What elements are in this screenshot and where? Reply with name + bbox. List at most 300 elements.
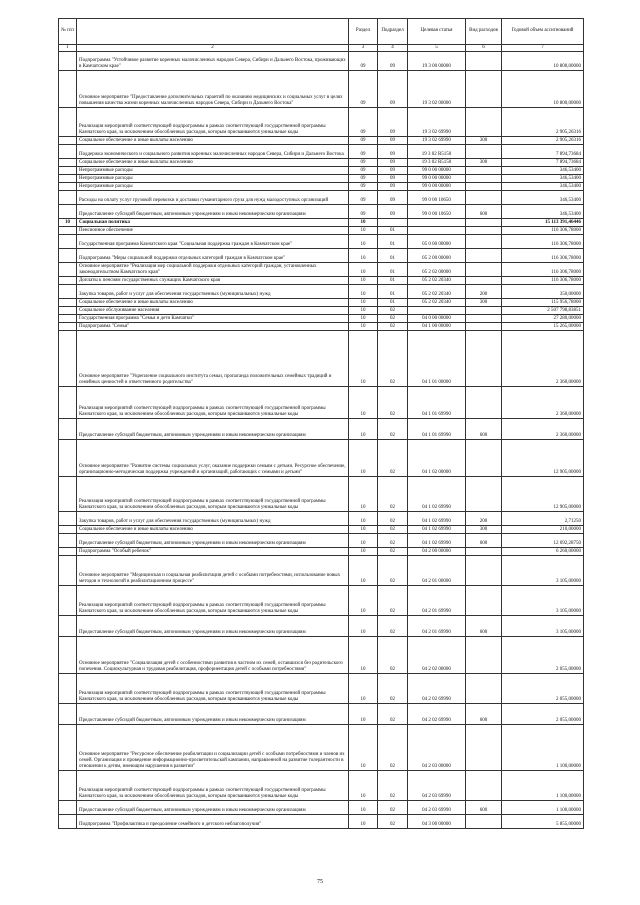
row-podrazdel-cell: 09 <box>378 108 408 137</box>
row-podrazdel-cell: 01 <box>378 249 408 263</box>
row-razdel-cell: 10 <box>349 556 378 586</box>
row-expense-type-cell <box>466 315 502 323</box>
row-razdel-cell: 10 <box>349 548 378 556</box>
row-razdel-cell: 10 <box>349 263 378 277</box>
column-number: 5 <box>408 45 466 52</box>
header-target-item: Целевая статья <box>408 19 466 45</box>
row-razdel-cell: 10 <box>349 704 378 725</box>
row-allocation-cell: 116 306,78000 <box>502 263 584 277</box>
column-numbers-row <box>59 45 584 52</box>
row-razdel-cell: 09 <box>349 175 378 183</box>
row-target-item-cell: 04 1 02 69990 <box>408 477 466 512</box>
row-name-cell: Реализация мероприятий соответствующей подпрограммы в рамках соответствующей государственной программы Камчатского края, за исключением обособленных расходов, которым присваиваются уникальные коды <box>77 477 349 512</box>
row-expense-type-cell: 300 <box>466 159 502 167</box>
row-podrazdel-cell: 02 <box>378 526 408 534</box>
row-allocation-cell: 210,00000 <box>502 526 584 534</box>
row-expense-type-cell <box>466 263 502 277</box>
row-name-cell: Основное мероприятие "Реализация мер социальной поддержки отдельных категорий граждан, установленных законодательством Камчатского края" <box>77 263 349 277</box>
row-name-cell: Закупка товаров, работ и услуг для обеспечения государственных (муниципальных) нужд <box>77 285 349 299</box>
table-row <box>59 145 584 159</box>
row-expense-type-cell <box>466 167 502 175</box>
row-allocation-cell: 12 905,00000 <box>502 440 584 477</box>
row-podrazdel-cell: 02 <box>378 674 408 704</box>
table-row <box>59 419 584 440</box>
row-expense-type-cell <box>466 108 502 137</box>
row-allocation-cell: 2 055,00000 <box>502 674 584 704</box>
budget-table <box>58 18 584 829</box>
row-target-item-cell: 04 1 01 69990 <box>408 419 466 440</box>
row-podrazdel-cell: 02 <box>378 477 408 512</box>
row-number-cell <box>59 637 77 674</box>
row-allocation-cell: 3 105,00000 <box>502 556 584 586</box>
row-podrazdel-cell: 01 <box>378 285 408 299</box>
row-podrazdel-cell: 09 <box>378 145 408 159</box>
row-razdel-cell: 10 <box>349 534 378 548</box>
row-allocation-cell: 2 360,00000 <box>502 331 584 387</box>
table-row <box>59 704 584 725</box>
row-razdel-cell: 10 <box>349 331 378 387</box>
row-expense-type-cell <box>466 52 502 71</box>
row-expense-type-cell <box>466 191 502 205</box>
row-number-cell <box>59 704 77 725</box>
table-row <box>59 263 584 277</box>
row-target-item-cell: 04 2 01 00000 <box>408 556 466 586</box>
row-allocation-cell: 6 260,00000 <box>502 548 584 556</box>
row-number-cell <box>59 52 77 71</box>
row-name-cell: Социальная политика <box>77 219 349 227</box>
row-expense-type-cell <box>466 277 502 285</box>
row-target-item-cell: 99 0 00 00000 <box>408 167 466 175</box>
row-number-cell <box>59 419 77 440</box>
column-number: 4 <box>378 45 408 52</box>
row-expense-type-cell <box>466 586 502 616</box>
row-expense-type-cell <box>466 548 502 556</box>
row-expense-type-cell <box>466 725 502 771</box>
row-name-cell: Основное мероприятие "Социализация детей с особенностями развития в частном их семей, оставшихся без родительского попечения. Социокультурная и трудовая реабилитация, профориентация детей с особыми потребностями" <box>77 637 349 674</box>
table-row <box>59 477 584 512</box>
table-row <box>59 674 584 704</box>
row-allocation-cell: 346,53400 <box>502 191 584 205</box>
table-row <box>59 323 584 331</box>
table-row <box>59 52 584 71</box>
header-podrazdel: Подраздел <box>378 19 408 45</box>
row-podrazdel-cell: 02 <box>378 440 408 477</box>
row-razdel-cell: 09 <box>349 205 378 219</box>
row-number-cell <box>59 249 77 263</box>
row-razdel-cell: 10 <box>349 616 378 637</box>
row-podrazdel-cell: 02 <box>378 419 408 440</box>
row-name-cell: Реализация мероприятий соответствующей подпрограммы в рамках соответствующей государственной программы Камчатского края, за исключением обособленных расходов, которым присваиваются уникальные коды <box>77 771 349 801</box>
row-target-item-cell: 19 3 02 R5150 <box>408 159 466 167</box>
row-number-cell <box>59 175 77 183</box>
row-expense-type-cell <box>466 183 502 191</box>
row-razdel-cell: 10 <box>349 299 378 307</box>
row-name-cell: Подпрограмма "Профилактика и преодоление семейного и детского неблагополучия" <box>77 815 349 829</box>
row-expense-type-cell <box>466 331 502 387</box>
table-row <box>59 725 584 771</box>
page-number: 75 <box>317 879 323 885</box>
table-row <box>59 815 584 829</box>
table-header-row <box>59 19 584 45</box>
row-allocation-cell: 1 100,00000 <box>502 771 584 801</box>
row-razdel-cell: 10 <box>349 387 378 419</box>
row-name-cell: Подпрограмма "Устойчивое развитие коренных малочисленных народов Севера, Сибири и Дальнего Востока, проживающих в Камчатском крае" <box>77 52 349 71</box>
row-allocation-cell: 350,00000 <box>502 285 584 299</box>
row-number-cell <box>59 145 77 159</box>
table-row <box>59 249 584 263</box>
row-target-item-cell: 04 3 00 00000 <box>408 815 466 829</box>
row-podrazdel-cell: 09 <box>378 191 408 205</box>
table-row <box>59 285 584 299</box>
row-name-cell: Предоставление субсидий бюджетным, автономным учреждениям и иным некоммерческим организациям <box>77 704 349 725</box>
row-target-item-cell: 04 1 02 69990 <box>408 512 466 526</box>
row-allocation-cell: 346,53400 <box>502 167 584 175</box>
row-allocation-cell: 5 855,00000 <box>502 815 584 829</box>
row-number-cell <box>59 315 77 323</box>
row-expense-type-cell <box>466 440 502 477</box>
row-name-cell: Основное мероприятие "Предоставление дополнительных гарантий по оказанию медицинских и социальных услуг в целях повышения качества жизни коренных малочисленных народов Севера, Сибири и Дальнего Востока" <box>77 71 349 108</box>
row-razdel-cell: 10 <box>349 323 378 331</box>
row-name-cell: Непрограммные расходы <box>77 167 349 175</box>
table-row <box>59 586 584 616</box>
row-name-cell: Предоставление субсидий бюджетным, автономным учреждениям и иным некоммерческим организациям <box>77 801 349 815</box>
row-expense-type-cell: 300 <box>466 299 502 307</box>
row-podrazdel-cell: 01 <box>378 277 408 285</box>
row-expense-type-cell <box>466 227 502 235</box>
row-target-item-cell: 04 1 02 69990 <box>408 526 466 534</box>
row-razdel-cell: 10 <box>349 477 378 512</box>
row-expense-type-cell: 600 <box>466 419 502 440</box>
row-target-item-cell: 04 1 00 00000 <box>408 323 466 331</box>
row-allocation-cell: 2,71250 <box>502 512 584 526</box>
row-number-cell <box>59 323 77 331</box>
row-number-cell <box>59 285 77 299</box>
row-allocation-cell: 116 306,78000 <box>502 235 584 249</box>
row-razdel-cell: 09 <box>349 167 378 175</box>
row-target-item-cell: 04 0 00 00000 <box>408 315 466 323</box>
row-number-cell: 10 <box>59 219 77 227</box>
column-number: 7 <box>502 45 584 52</box>
row-name-cell: Социальное обеспечение и иные выплаты населению <box>77 299 349 307</box>
row-target-item-cell: 04 1 02 00000 <box>408 440 466 477</box>
row-target-item-cell: 04 1 01 69990 <box>408 387 466 419</box>
row-razdel-cell: 10 <box>349 277 378 285</box>
header-expense-type: Вид расходов <box>466 19 502 45</box>
row-podrazdel-cell: 02 <box>378 512 408 526</box>
row-podrazdel-cell: 02 <box>378 307 408 315</box>
row-target-item-cell: 04 2 01 69990 <box>408 586 466 616</box>
row-expense-type-cell: 600 <box>466 801 502 815</box>
row-expense-type-cell: 300 <box>466 137 502 145</box>
table-row <box>59 175 584 183</box>
row-name-cell: Предоставление субсидий бюджетным, автономным учреждениям и иным некоммерческим организациям <box>77 205 349 219</box>
row-expense-type-cell <box>466 323 502 331</box>
row-number-cell <box>59 548 77 556</box>
table-row <box>59 277 584 285</box>
row-target-item-cell: 05 2 02 20340 <box>408 285 466 299</box>
table-row <box>59 512 584 526</box>
row-number-cell <box>59 534 77 548</box>
row-allocation-cell: 3 105,00000 <box>502 616 584 637</box>
row-expense-type-cell: 600 <box>466 205 502 219</box>
row-podrazdel-cell: 02 <box>378 331 408 387</box>
row-number-cell <box>59 263 77 277</box>
row-razdel-cell: 10 <box>349 674 378 704</box>
table-row <box>59 183 584 191</box>
row-podrazdel-cell: 01 <box>378 235 408 249</box>
table-row <box>59 315 584 323</box>
row-razdel-cell: 09 <box>349 52 378 71</box>
table-row <box>59 108 584 137</box>
row-name-cell: Закупка товаров, работ и услуг для обеспечения государственных (муниципальных) нужд <box>77 512 349 526</box>
row-number-cell <box>59 801 77 815</box>
row-number-cell <box>59 191 77 205</box>
row-number-cell <box>59 477 77 512</box>
row-name-cell: Социальное обслуживание населения <box>77 307 349 315</box>
row-allocation-cell: 346,53400 <box>502 175 584 183</box>
row-target-item-cell: 19 3 02 00000 <box>408 71 466 108</box>
row-name-cell: Предоставление субсидий бюджетным, автономным учреждениям и иным некоммерческим организациям <box>77 616 349 637</box>
header-razdel: Раздел <box>349 19 378 45</box>
row-razdel-cell: 10 <box>349 725 378 771</box>
table-row <box>59 205 584 219</box>
table-row <box>59 137 584 145</box>
table-row <box>59 801 584 815</box>
header-name <box>77 19 349 45</box>
row-number-cell <box>59 387 77 419</box>
row-target-item-cell: 04 2 02 00000 <box>408 637 466 674</box>
row-target-item-cell: 99 0 00 10650 <box>408 191 466 205</box>
row-allocation-cell: 115 956,78000 <box>502 299 584 307</box>
row-name-cell: Доплаты к пенсиям государственных служащих Камчатского края <box>77 277 349 285</box>
row-podrazdel-cell: 09 <box>378 167 408 175</box>
row-expense-type-cell <box>466 249 502 263</box>
row-target-item-cell: 05 0 00 00000 <box>408 235 466 249</box>
row-name-cell: Реализация мероприятий соответствующей подпрограммы в рамках соответствующей государственной программы Камчатского края, за исключением обособленных расходов, которым присваиваются уникальные коды <box>77 387 349 419</box>
row-name-cell: Поддержка экономического и социального развития коренных малочисленных народов Севера, Сибири и Дальнего Востока <box>77 145 349 159</box>
table-row <box>59 331 584 387</box>
row-razdel-cell: 10 <box>349 771 378 801</box>
row-name-cell: Расходы на оплату услуг грузовой перевозки и доставки гуманитарного груза для нужд малодоступных организаций <box>77 191 349 205</box>
row-razdel-cell: 09 <box>349 183 378 191</box>
row-razdel-cell: 10 <box>349 219 378 227</box>
row-target-item-cell <box>408 307 466 315</box>
row-name-cell: Подпрограмма "Семья" <box>77 323 349 331</box>
row-name-cell: Подпрограмма "Меры социальной поддержки отдельных категорий граждан в Камчатском крае" <box>77 249 349 263</box>
row-name-cell: Социальное обеспечение и иные выплаты населению <box>77 159 349 167</box>
row-podrazdel-cell: 09 <box>378 137 408 145</box>
row-razdel-cell: 09 <box>349 108 378 137</box>
row-podrazdel-cell: 02 <box>378 586 408 616</box>
table-row <box>59 71 584 108</box>
row-target-item-cell <box>408 227 466 235</box>
row-number-cell <box>59 440 77 477</box>
row-expense-type-cell <box>466 307 502 315</box>
table-row <box>59 616 584 637</box>
row-number-cell <box>59 771 77 801</box>
row-name-cell: Основное мероприятие "Развитие системы социальных услуг, оказание поддержки семьям с детьми. Ресурсное обеспечение, организационно-методическая поддержка учреждений и организаций, работающих с семьями и детьми" <box>77 440 349 477</box>
row-allocation-cell: 15 113 391,46446 <box>502 219 584 227</box>
row-target-item-cell: 04 1 02 69990 <box>408 534 466 548</box>
row-podrazdel-cell: 09 <box>378 175 408 183</box>
row-allocation-cell: 116 306,78000 <box>502 277 584 285</box>
row-podrazdel-cell: 02 <box>378 315 408 323</box>
row-podrazdel-cell: 02 <box>378 801 408 815</box>
row-number-cell <box>59 205 77 219</box>
header-number: № п/п <box>59 19 77 45</box>
row-target-item-cell: 99 0 00 00000 <box>408 183 466 191</box>
row-podrazdel-cell: 01 <box>378 299 408 307</box>
row-target-item-cell: 04 2 01 69990 <box>408 616 466 637</box>
row-name-cell: Социальное обеспечение и иные выплаты населению <box>77 137 349 145</box>
row-target-item-cell: 19 3 02 69990 <box>408 108 466 137</box>
row-expense-type-cell: 600 <box>466 704 502 725</box>
row-podrazdel-cell: 02 <box>378 771 408 801</box>
column-number: 6 <box>466 45 502 52</box>
row-podrazdel-cell: 09 <box>378 183 408 191</box>
column-number: 1 <box>59 45 77 52</box>
row-name-cell: Основное мероприятие "Медицинская и социальная реабилитация детей с особыми потребностями, использование новых методов и технологий в реабилитационном процессе" <box>77 556 349 586</box>
row-allocation-cell: 2 055,00000 <box>502 704 584 725</box>
row-razdel-cell: 10 <box>349 249 378 263</box>
row-number-cell <box>59 71 77 108</box>
row-podrazdel-cell <box>378 219 408 227</box>
row-target-item-cell: 19 3 00 00000 <box>408 52 466 71</box>
row-name-cell: Основное мероприятие "Укрепление социального института семьи, пропаганда положительных семейных традиций и семейных ценностей и ответственного родительства" <box>77 331 349 387</box>
table-row <box>59 534 584 548</box>
row-allocation-cell: 12 905,00000 <box>502 477 584 512</box>
row-allocation-cell: 10 800,00000 <box>502 52 584 71</box>
row-allocation-cell: 2 905,26316 <box>502 137 584 145</box>
row-name-cell: Предоставление субсидий бюджетным, автономным учреждениям и иным некоммерческим организациям <box>77 419 349 440</box>
row-number-cell <box>59 235 77 249</box>
row-podrazdel-cell: 02 <box>378 704 408 725</box>
row-allocation-cell: 1 100,00000 <box>502 801 584 815</box>
row-expense-type-cell <box>466 815 502 829</box>
row-allocation-cell: 7 894,73684 <box>502 159 584 167</box>
row-expense-type-cell <box>466 477 502 512</box>
row-allocation-cell: 1 100,00000 <box>502 725 584 771</box>
row-number-cell <box>59 299 77 307</box>
row-podrazdel-cell: 01 <box>378 227 408 235</box>
table-row <box>59 771 584 801</box>
row-expense-type-cell <box>466 235 502 249</box>
row-name-cell: Реализация мероприятий соответствующей подпрограммы в рамках соответствующей государственной программы Камчатского края, за исключением обособленных расходов, которым присваиваются уникальные коды <box>77 586 349 616</box>
row-razdel-cell: 10 <box>349 637 378 674</box>
table-row <box>59 235 584 249</box>
row-number-cell <box>59 616 77 637</box>
row-name-cell: Государственная программа Камчатского края "Социальная поддержка граждан в Камчатском крае" <box>77 235 349 249</box>
row-expense-type-cell <box>466 175 502 183</box>
row-expense-type-cell <box>466 145 502 159</box>
row-name-cell: Пенсионное обеспечение <box>77 227 349 235</box>
row-razdel-cell: 10 <box>349 512 378 526</box>
row-razdel-cell: 10 <box>349 419 378 440</box>
table-row <box>59 307 584 315</box>
table-row <box>59 219 584 227</box>
row-name-cell: Социальное обеспечение и иные выплаты населению <box>77 526 349 534</box>
row-podrazdel-cell: 09 <box>378 205 408 219</box>
row-target-item-cell: 04 2 00 00000 <box>408 548 466 556</box>
table-row <box>59 159 584 167</box>
row-razdel-cell: 10 <box>349 307 378 315</box>
row-name-cell: Непрограммные расходы <box>77 175 349 183</box>
column-number: 3 <box>349 45 378 52</box>
row-razdel-cell: 10 <box>349 315 378 323</box>
row-target-item-cell: 04 2 03 69990 <box>408 801 466 815</box>
row-number-cell <box>59 526 77 534</box>
document-page <box>58 18 583 829</box>
row-allocation-cell: 27 280,00000 <box>502 315 584 323</box>
row-number-cell <box>59 556 77 586</box>
row-podrazdel-cell: 02 <box>378 815 408 829</box>
row-number-cell <box>59 815 77 829</box>
row-razdel-cell: 09 <box>349 71 378 108</box>
row-number-cell <box>59 331 77 387</box>
table-row <box>59 637 584 674</box>
table-row <box>59 526 584 534</box>
row-expense-type-cell: 200 <box>466 512 502 526</box>
row-expense-type-cell <box>466 71 502 108</box>
row-razdel-cell: 10 <box>349 526 378 534</box>
table-row <box>59 299 584 307</box>
table-row <box>59 387 584 419</box>
row-allocation-cell: 15 265,00000 <box>502 323 584 331</box>
row-allocation-cell: 116 306,78000 <box>502 249 584 263</box>
row-allocation-cell: 346,53400 <box>502 205 584 219</box>
row-target-item-cell <box>408 219 466 227</box>
row-number-cell <box>59 277 77 285</box>
row-allocation-cell: 10 800,00000 <box>502 71 584 108</box>
row-name-cell: Реализация мероприятий соответствующей подпрограммы в рамках соответствующей государственной программы Камчатского края, за исключением обособленных расходов, которым присваиваются уникальные коды <box>77 108 349 137</box>
table-row <box>59 227 584 235</box>
row-podrazdel-cell: 09 <box>378 159 408 167</box>
row-razdel-cell: 10 <box>349 815 378 829</box>
row-podrazdel-cell: 02 <box>378 323 408 331</box>
row-razdel-cell: 10 <box>349 227 378 235</box>
row-expense-type-cell <box>466 674 502 704</box>
row-razdel-cell: 09 <box>349 159 378 167</box>
row-target-item-cell: 04 1 01 00000 <box>408 331 466 387</box>
row-razdel-cell: 09 <box>349 137 378 145</box>
row-podrazdel-cell: 09 <box>378 52 408 71</box>
row-allocation-cell: 3 105,00000 <box>502 586 584 616</box>
row-target-item-cell: 04 2 03 00000 <box>408 725 466 771</box>
row-allocation-cell: 2 360,00000 <box>502 419 584 440</box>
row-name-cell: Подпрограмма "Особый ребенок" <box>77 548 349 556</box>
row-razdel-cell: 10 <box>349 440 378 477</box>
row-number-cell <box>59 674 77 704</box>
row-target-item-cell: 19 3 02 69990 <box>408 137 466 145</box>
row-name-cell: Государственная программа "Семья и дети Камчатки" <box>77 315 349 323</box>
row-razdel-cell: 10 <box>349 235 378 249</box>
row-number-cell <box>59 227 77 235</box>
row-expense-type-cell: 300 <box>466 526 502 534</box>
row-target-item-cell: 05 2 02 00000 <box>408 263 466 277</box>
row-razdel-cell: 09 <box>349 145 378 159</box>
table-row <box>59 548 584 556</box>
row-number-cell <box>59 586 77 616</box>
table-row <box>59 191 584 205</box>
row-number-cell <box>59 108 77 137</box>
row-number-cell <box>59 725 77 771</box>
row-number-cell <box>59 159 77 167</box>
row-podrazdel-cell: 02 <box>378 637 408 674</box>
row-number-cell <box>59 137 77 145</box>
row-number-cell <box>59 512 77 526</box>
row-allocation-cell: 2 360,00000 <box>502 387 584 419</box>
row-target-item-cell: 19 3 02 R5150 <box>408 145 466 159</box>
